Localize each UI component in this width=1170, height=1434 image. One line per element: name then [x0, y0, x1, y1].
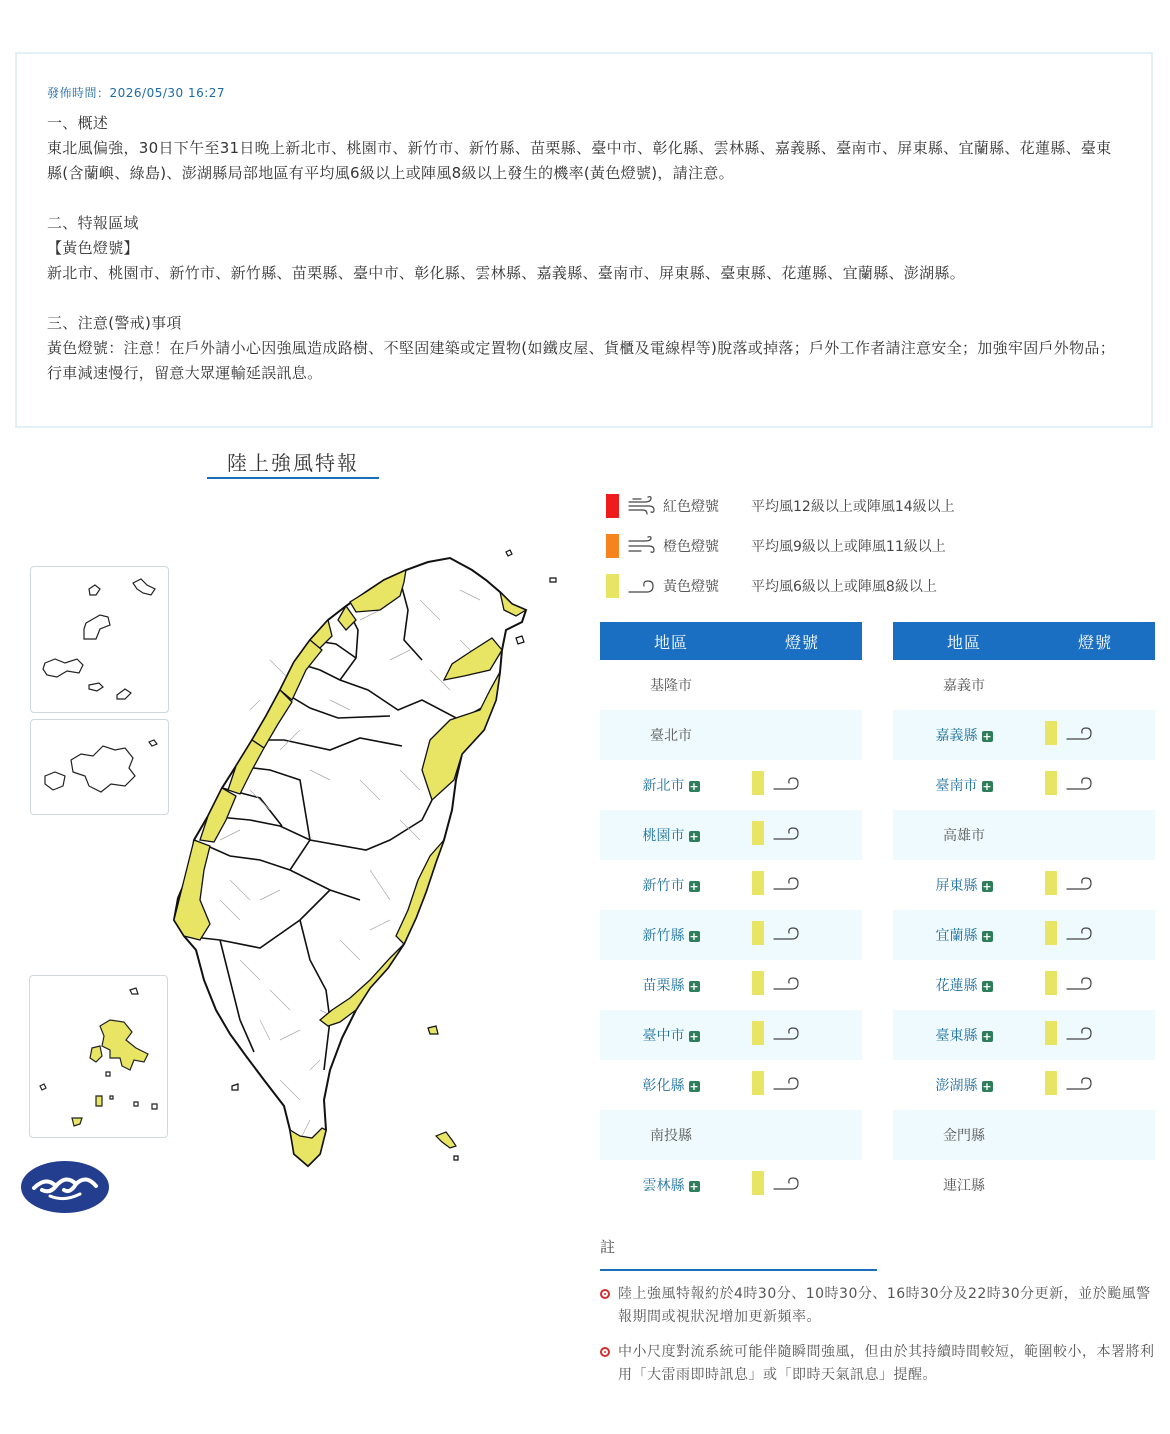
light-wind-icon [772, 873, 800, 893]
expand-plus-icon[interactable]: + [689, 980, 699, 993]
table-row [893, 810, 1155, 860]
light-wind-icon [627, 576, 655, 596]
table-row [600, 660, 862, 710]
region-name-cell[interactable] [600, 1160, 742, 1210]
region-name-cell[interactable] [893, 1060, 1035, 1110]
region-name-cell [893, 1160, 1035, 1210]
legend-yellow-name: 黃色燈號 [663, 579, 719, 595]
table-row [600, 910, 862, 960]
signal-cell [1035, 860, 1155, 910]
region-name[interactable]: 嘉義縣 [935, 728, 978, 744]
table-row [600, 960, 862, 1010]
warning-notice-panel [15, 52, 1153, 428]
yellow-signal-bar [1045, 971, 1057, 995]
notes-section [600, 1236, 1155, 1387]
expand-plus-icon[interactable]: + [689, 1080, 699, 1093]
expand-plus-icon[interactable]: + [689, 1180, 699, 1193]
table-header-row [600, 622, 862, 660]
region-name-cell [600, 660, 742, 710]
light-wind-icon [1065, 723, 1093, 743]
note-item [600, 1283, 1155, 1329]
region-name: 嘉義市 [943, 678, 985, 694]
yellow-signal-bar [752, 821, 764, 845]
region-name-cell[interactable] [600, 860, 742, 910]
table-row [893, 710, 1155, 760]
light-wind-icon [772, 923, 800, 943]
signal-cell [742, 1010, 862, 1060]
header-signal: 燈號 [1035, 622, 1155, 660]
region-name-cell[interactable] [893, 960, 1035, 1010]
region-name-cell [600, 1110, 742, 1160]
table-row [600, 1060, 862, 1110]
signal-cell [1035, 1010, 1155, 1060]
signal-cell [1035, 1110, 1155, 1160]
kinmen-map-shape [31, 567, 168, 712]
expand-plus-icon[interactable]: + [689, 880, 699, 893]
expand-plus-icon[interactable]: + [982, 980, 992, 993]
penghu-inset [29, 975, 168, 1138]
issue-time: 發佈時間：2026/05/30 16:27 [47, 86, 226, 100]
table-row [600, 1110, 862, 1160]
matsu-inset [30, 719, 169, 815]
yellow-signal-bar [1045, 771, 1057, 795]
signal-cell [742, 710, 862, 760]
region-name[interactable]: 新北市 [642, 778, 685, 794]
table-row [893, 1110, 1155, 1160]
signal-cell [742, 1060, 862, 1110]
note-item [600, 1341, 1155, 1387]
region-name-cell[interactable] [600, 760, 742, 810]
table-row [893, 960, 1155, 1010]
region-name-cell [893, 660, 1035, 710]
expand-plus-icon[interactable]: + [689, 930, 699, 943]
expand-plus-icon[interactable]: + [982, 1080, 992, 1093]
light-wind-icon [772, 1023, 800, 1043]
note-text: 中小尺度對流系統可能伴隨瞬間強風，但由於其持續時間較短，範圍較小，本署將利用「大雷雨即時訊息」或「即時天氣訊息」提醒。 [618, 1344, 1155, 1383]
light-wind-icon [1065, 973, 1093, 993]
signal-cell [742, 760, 862, 810]
signal-cell [742, 1110, 862, 1160]
region-name: 臺北市 [650, 728, 692, 744]
expand-plus-icon[interactable]: + [689, 780, 699, 793]
legend-row-orange [606, 526, 1126, 566]
yellow-signal-bar [1045, 1071, 1057, 1095]
table-row [893, 660, 1155, 710]
signal-cell [1035, 1160, 1155, 1210]
map-title: 陸上強風特報 [207, 449, 379, 479]
region-name: 金門縣 [943, 1128, 985, 1144]
region-name[interactable]: 彰化縣 [642, 1078, 685, 1094]
taiwan-warning-map [0, 540, 580, 1230]
yellow-signal [752, 1071, 800, 1095]
region-name[interactable]: 新竹市 [642, 878, 685, 894]
section-overview-body: 東北風偏強，30日下午至31日晚上新北市、桃園市、新竹市、新竹縣、苗栗縣、臺中市、彰化縣、雲林縣、嘉義縣、臺南市、屏東縣、宜蘭縣、花蓮縣、臺東縣(含蘭嶼、綠島)、澎湖縣局部地區有平均風6級以上或陣風8級以上發生的機率(黃色燈號)，請注意。 [47, 139, 1112, 182]
table-row [600, 1160, 862, 1210]
yellow-signal [752, 1171, 800, 1195]
yellow-signal [752, 871, 800, 895]
region-name[interactable]: 澎湖縣 [935, 1078, 978, 1094]
yellow-signal [1045, 1021, 1093, 1045]
expand-plus-icon[interactable]: + [689, 1030, 699, 1043]
region-name[interactable]: 苗栗縣 [642, 978, 685, 994]
yellow-signal-bar [752, 971, 764, 995]
region-name-cell[interactable] [893, 710, 1035, 760]
orange-swatch [606, 534, 619, 558]
region-table-right-body [893, 660, 1155, 1210]
yellow-signal [1045, 1071, 1093, 1095]
region-name[interactable]: 花蓮縣 [935, 978, 978, 994]
table-row [600, 860, 862, 910]
region-name[interactable]: 新竹縣 [642, 928, 685, 944]
offshore-islands [428, 1026, 456, 1148]
yellow-signal-bar [1045, 1021, 1057, 1045]
legend-row-yellow [606, 566, 1126, 606]
expand-plus-icon[interactable]: + [982, 880, 992, 893]
signal-cell [1035, 960, 1155, 1010]
region-name-cell[interactable] [600, 810, 742, 860]
legend-row-red [606, 486, 1126, 526]
section-area-title: 二、特報區域 [47, 214, 139, 232]
note-text: 陸上強風特報約於4時30分、10時30分、16時30分及22時30分更新，並於颱風警報期間或視狀況增加更新頻率。 [618, 1286, 1151, 1325]
light-wind-icon [772, 1173, 800, 1193]
header-region: 地區 [893, 622, 1035, 660]
region-name[interactable]: 桃園市 [642, 828, 685, 844]
section-caution-title: 三、注意(警戒)事項 [47, 314, 182, 332]
region-table-right [893, 622, 1155, 1210]
legend-red-name: 紅色燈號 [663, 499, 719, 515]
signal-cell [742, 910, 862, 960]
header-signal: 燈號 [742, 622, 862, 660]
signal-cell [742, 860, 862, 910]
table-row [600, 710, 862, 760]
signal-cell [742, 660, 862, 710]
legend-orange-name: 橙色燈號 [663, 539, 719, 555]
region-name-cell[interactable] [893, 760, 1035, 810]
light-wind-icon [1065, 773, 1093, 793]
signal-legend [606, 486, 1126, 606]
yellow-signal [1045, 721, 1093, 745]
yellow-swatch [606, 574, 619, 598]
region-name[interactable]: 宜蘭縣 [935, 928, 978, 944]
yellow-signal [752, 821, 800, 845]
bullet-icon [600, 1289, 610, 1299]
section-overview-title: 一、概述 [47, 114, 109, 132]
signal-cell [1035, 810, 1155, 860]
red-swatch [606, 494, 619, 518]
region-name-cell[interactable] [893, 1010, 1035, 1060]
table-row [893, 910, 1155, 960]
region-name[interactable]: 雲林縣 [642, 1178, 685, 1194]
expand-plus-icon[interactable]: + [982, 930, 992, 943]
table-row [893, 1010, 1155, 1060]
table-row [600, 760, 862, 810]
region-name[interactable]: 臺中市 [642, 1028, 685, 1044]
table-row [893, 1160, 1155, 1210]
table-row [893, 860, 1155, 910]
yellow-signal-bar [752, 921, 764, 945]
table-header-row [893, 622, 1155, 660]
yellow-signal-bar [752, 1071, 764, 1095]
yellow-signal [1045, 771, 1093, 795]
kinmen-inset [30, 566, 169, 713]
section-area-subtitle: 【黃色燈號】 [47, 239, 139, 257]
light-wind-icon [772, 1073, 800, 1093]
section-caution-body: 黃色燈號：注意！在戶外請小心因強風造成路樹、不堅固建築或定置物(如鐵皮屋、貨櫃及電線桿等)脫落或掉落；戶外工作者請注意安全；加強牢固戶外物品；行車減速慢行，留意大眾運輸延誤訊息。 [47, 339, 1116, 382]
yellow-signal-bar [752, 871, 764, 895]
table-row [893, 1060, 1155, 1110]
yellow-signal-bar [752, 771, 764, 795]
cwa-logo [20, 1160, 110, 1214]
strong-wind-icon [627, 496, 655, 516]
signal-cell [1035, 660, 1155, 710]
light-wind-icon [1065, 1023, 1093, 1043]
section-area-body: 新北市、桃園市、新竹市、新竹縣、苗栗縣、臺中市、彰化縣、雲林縣、嘉義縣、臺南市、屏東縣、臺東縣、花蓮縣、宜蘭縣、澎湖縣。 [47, 264, 966, 282]
region-name-cell[interactable] [600, 1010, 742, 1060]
yellow-signal [752, 1021, 800, 1045]
light-wind-icon [772, 773, 800, 793]
yellow-signal-bar [1045, 871, 1057, 895]
table-row [893, 760, 1155, 810]
light-wind-icon [772, 823, 800, 843]
yellow-signal [1045, 971, 1093, 995]
legend-yellow-desc: 平均風6級以上或陣風8級以上 [751, 579, 937, 595]
light-wind-icon [1065, 873, 1093, 893]
yellow-signal [1045, 921, 1093, 945]
table-row [600, 810, 862, 860]
penghu-map-shape [30, 976, 167, 1137]
region-name-cell [600, 710, 742, 760]
signal-cell [1035, 910, 1155, 960]
region-name-cell[interactable] [893, 860, 1035, 910]
region-name-cell[interactable] [600, 960, 742, 1010]
region-name[interactable]: 屏東縣 [935, 878, 978, 894]
table-row [600, 1010, 862, 1060]
region-name: 連江縣 [943, 1178, 985, 1194]
region-name[interactable]: 臺南市 [935, 778, 978, 794]
region-table-left [600, 622, 862, 1210]
yellow-signal [752, 921, 800, 945]
light-wind-icon [772, 973, 800, 993]
taiwan-main-island [160, 540, 580, 1180]
legend-red-desc: 平均風12級以上或陣風14級以上 [751, 499, 955, 515]
yellow-signal-bar [1045, 721, 1057, 745]
expand-plus-icon[interactable]: + [982, 730, 992, 743]
signal-cell [742, 1160, 862, 1210]
signal-cell [1035, 710, 1155, 760]
legend-orange-desc: 平均風9級以上或陣風11級以上 [751, 539, 946, 555]
region-name-cell [893, 810, 1035, 860]
yellow-signal-bar [1045, 921, 1057, 945]
expand-plus-icon[interactable]: + [982, 780, 992, 793]
region-name: 南投縣 [650, 1128, 692, 1144]
region-table-left-body [600, 660, 862, 1210]
expand-plus-icon[interactable]: + [982, 1030, 992, 1043]
region-name[interactable]: 臺東縣 [935, 1028, 978, 1044]
yellow-signal [1045, 871, 1093, 895]
region-name: 高雄市 [943, 828, 985, 844]
yellow-signal-bar [752, 1171, 764, 1195]
medium-wind-icon [627, 536, 655, 556]
region-name-cell [893, 1110, 1035, 1160]
light-wind-icon [1065, 923, 1093, 943]
bullet-icon [600, 1347, 610, 1357]
light-wind-icon [1065, 1073, 1093, 1093]
yellow-signal [752, 971, 800, 995]
region-name-cell[interactable] [600, 910, 742, 960]
signal-cell [1035, 760, 1155, 810]
yellow-signal-bar [752, 1021, 764, 1045]
notes-title: 註 [600, 1236, 877, 1271]
signal-cell [742, 960, 862, 1010]
region-name: 基隆市 [650, 678, 692, 694]
region-name-cell[interactable] [893, 910, 1035, 960]
signal-cell [742, 810, 862, 860]
matsu-map-shape [31, 720, 168, 814]
signal-cell [1035, 1060, 1155, 1110]
region-name-cell[interactable] [600, 1060, 742, 1110]
header-region: 地區 [600, 622, 742, 660]
yellow-signal [752, 771, 800, 795]
expand-plus-icon[interactable]: + [689, 830, 699, 843]
